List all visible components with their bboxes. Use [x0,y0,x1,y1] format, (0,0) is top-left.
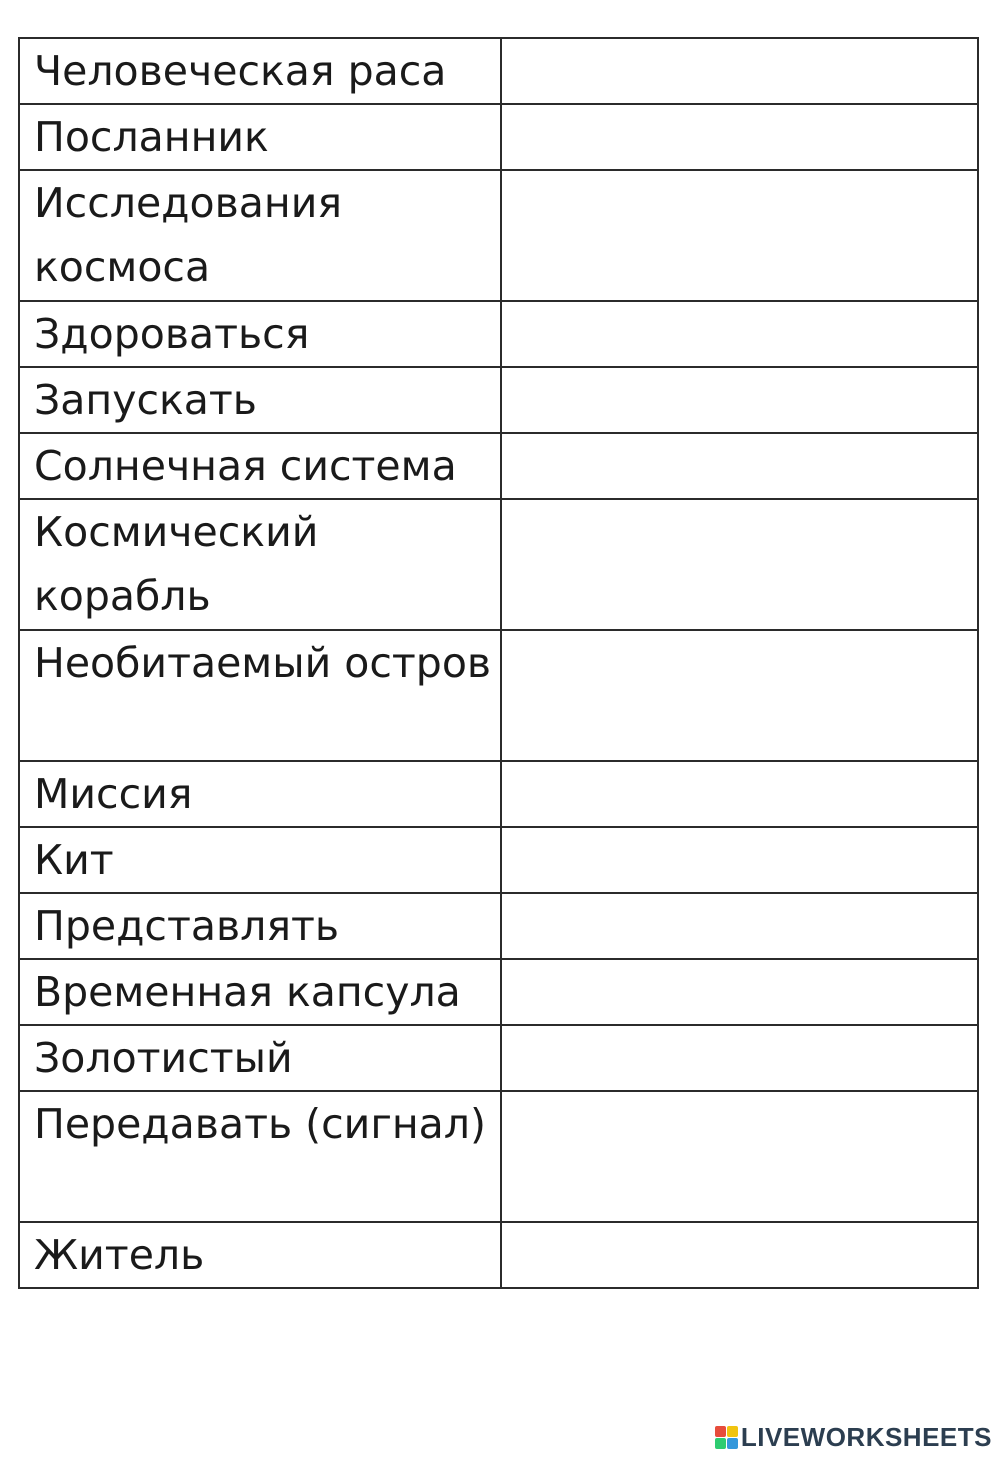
logo-square-4 [727,1438,738,1449]
logo-square-2 [727,1426,738,1437]
answer-cell[interactable] [501,38,978,104]
answer-cell[interactable] [501,893,978,959]
term-cell: Космический корабль [19,499,501,630]
answer-cell[interactable] [501,827,978,893]
term-cell: Необитаемый остров [19,630,501,761]
term-cell: Запускать [19,367,501,433]
term-cell: Исследования космоса [19,170,501,301]
answer-cell[interactable] [501,433,978,499]
answer-input[interactable] [502,1026,977,1090]
term-cell: Передавать (сигнал) [19,1091,501,1222]
table-row [19,1222,978,1288]
term-cell: Человеческая раса [19,38,501,104]
table-row [19,38,978,104]
answer-cell[interactable] [501,1091,978,1222]
answer-cell[interactable] [501,959,978,1025]
answer-input[interactable] [502,39,977,103]
answer-input[interactable] [502,828,977,892]
answer-input[interactable] [502,500,977,629]
logo-square-1 [715,1426,726,1437]
table-row [19,1091,978,1222]
table-row [19,1025,978,1091]
table-row [19,630,978,761]
answer-input[interactable] [502,434,977,498]
answer-input[interactable] [502,302,977,366]
answer-input[interactable] [502,171,977,300]
term-cell: Представлять [19,893,501,959]
answer-cell[interactable] [501,499,978,630]
table-row [19,301,978,367]
vocabulary-table [18,37,979,1289]
table-row [19,959,978,1025]
table-row [19,893,978,959]
answer-input[interactable] [502,960,977,1024]
table-row [19,761,978,827]
term-cell: Посланник [19,104,501,170]
term-cell: Временная капсула [19,959,501,1025]
answer-input[interactable] [502,1223,977,1287]
table-row [19,499,978,630]
answer-input[interactable] [502,762,977,826]
answer-input[interactable] [502,368,977,432]
answer-cell[interactable] [501,1025,978,1091]
table-row [19,433,978,499]
liveworksheets-wordmark: LIVEWORKSHEETS [740,1422,992,1452]
answer-input[interactable] [502,1092,977,1221]
answer-cell[interactable] [501,1222,978,1288]
term-cell: Миссия [19,761,501,827]
liveworksheets-brand [715,1422,992,1452]
answer-cell[interactable] [501,630,978,761]
logo-square-3 [715,1438,726,1449]
answer-input[interactable] [502,105,977,169]
answer-cell[interactable] [501,170,978,301]
table-row [19,170,978,301]
table-row [19,367,978,433]
vocabulary-table-body [19,38,978,1288]
answer-cell[interactable] [501,104,978,170]
term-cell: Житель [19,1222,501,1288]
term-cell: Золотистый [19,1025,501,1091]
liveworksheets-logo-icon [715,1426,738,1449]
answer-cell[interactable] [501,367,978,433]
table-row [19,827,978,893]
term-cell: Здороваться [19,301,501,367]
table-row [19,104,978,170]
answer-input[interactable] [502,894,977,958]
answer-cell[interactable] [501,761,978,827]
term-cell: Кит [19,827,501,893]
answer-input[interactable] [502,631,977,760]
term-cell: Солнечная система [19,433,501,499]
answer-cell[interactable] [501,301,978,367]
